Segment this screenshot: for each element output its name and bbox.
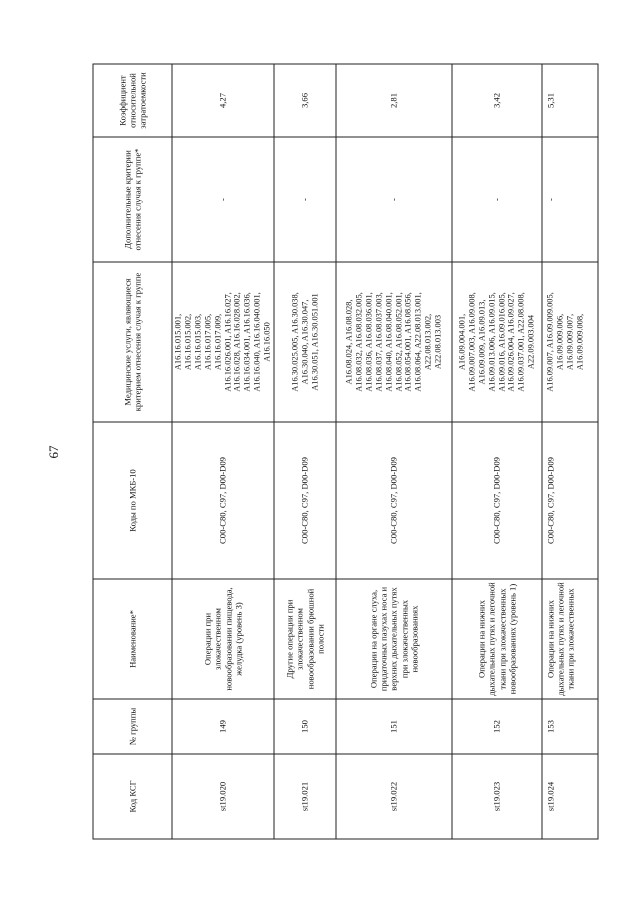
cell-extra: - bbox=[274, 137, 336, 262]
page-number: 67 bbox=[46, 445, 61, 459]
cell-name: Операции на нижних дыхательных путях и легочной ткани при злокачественных bbox=[542, 579, 598, 699]
cell-services: A16.09.007, A16.09.009.005, A16.09.009.006, A16.09.009.007, A16.09.009.008, bbox=[542, 262, 598, 422]
cell-code: st19.021 bbox=[274, 754, 336, 839]
cell-name: Операции на нижних дыхательных путях и легочной ткани при злокачественных новообразованиях (уровень 1) bbox=[452, 579, 542, 699]
cell-coef: 5,31 bbox=[542, 64, 598, 137]
header-coef: Коэффициент относительной затратоемкости bbox=[93, 64, 172, 137]
cell-extra: - bbox=[172, 137, 274, 262]
cell-coef: 4,27 bbox=[172, 64, 274, 137]
header-services: Медицинские услуги, являющиеся критерием отнесения случая к группе bbox=[93, 262, 172, 422]
cell-name: Операции при злокачественном новообразовании пищевода, желудка (уровень 3) bbox=[172, 579, 274, 699]
header-extra: Дополнительные критерии отнесения случая к группе* bbox=[93, 137, 172, 262]
table-row bbox=[452, 64, 542, 839]
cell-name: Другие операции при злокачественном новообразовании брюшной полости bbox=[274, 579, 336, 699]
cell-code: st19.020 bbox=[172, 754, 274, 839]
cell-group: 149 bbox=[172, 699, 274, 754]
cell-coef: 3,42 bbox=[452, 64, 542, 137]
table-row bbox=[274, 64, 336, 839]
cell-icd: C00-C80, C97, D00-D09 bbox=[542, 422, 598, 579]
cell-services: A16.16.015.001, A16.16.015.002, A16.16.015.003, A16.16.017.005, A16.16.017.009, A16.16.026.001, A16.16.027, A16.16.028, A16.16.028.002, A16.16.034.001, A16.16.036, A16.16.040, A16.16.040.001, A16.16.050 bbox=[172, 262, 274, 422]
header-row bbox=[93, 64, 172, 839]
rotated-table-container bbox=[93, 65, 585, 840]
table-row bbox=[336, 64, 452, 839]
cell-code: st19.022 bbox=[336, 754, 452, 839]
cell-code: st19.024 bbox=[542, 754, 598, 839]
cell-icd: C00-C80, C97, D00-D09 bbox=[336, 422, 452, 579]
cell-extra: - bbox=[452, 137, 542, 262]
cell-coef: 2,81 bbox=[336, 64, 452, 137]
cell-services: A16.09.004.001, A16.09.007.003, A16.09.008, A16.09.009, A16.09.013, A16.09.013.006, A16.09.015, A16.09.016, A16.09.016.005, A16.09.026.004, A16.09.027, A16.09.037.001, A22.08.008, A22.09.003.004 bbox=[452, 262, 542, 422]
ksg-table bbox=[93, 64, 599, 840]
cell-group: 152 bbox=[452, 699, 542, 754]
header-group: № группы bbox=[93, 699, 172, 754]
header-name: Наименование* bbox=[93, 579, 172, 699]
cell-coef: 3,66 bbox=[274, 64, 336, 137]
cell-group: 150 bbox=[274, 699, 336, 754]
header-code: Код КСГ bbox=[93, 754, 172, 839]
cell-icd: C00-C80, C97, D00-D09 bbox=[452, 422, 542, 579]
cell-icd: C00-C80, C97, D00-D09 bbox=[274, 422, 336, 579]
cell-extra: - bbox=[542, 137, 598, 262]
cell-name: Операции на органе слуха, придаточных пазухах носа и верхних дыхательных путях при злокачественных новообразованиях bbox=[336, 579, 452, 699]
cell-extra: - bbox=[336, 137, 452, 262]
cell-code: st19.023 bbox=[452, 754, 542, 839]
cell-icd: C00-C80, C97, D00-D09 bbox=[172, 422, 274, 579]
cell-group: 153 bbox=[542, 699, 598, 754]
cell-group: 151 bbox=[336, 699, 452, 754]
table-row bbox=[172, 64, 274, 839]
cell-services: A16.08.024, A16.08.028, A16.08.032, A16.08.032.005, A16.08.036, A16.08.036.001, A16.08.037, A16.08.037.003, A16.08.040, A16.08.040.001, A16.08.052, A16.08.052.001, A16.08.054.001, A16.08.056, A16.08.064, A22.08.013.001, A22.08.013.002, A22.08.013.003 bbox=[336, 262, 452, 422]
cell-services: A16.30.025.005, A16.30.038, A16.30.040, A16.30.047, A16.30.051, A16.30.051.001 bbox=[274, 262, 336, 422]
header-icd: Коды по МКБ-10 bbox=[93, 422, 172, 579]
table-row bbox=[542, 64, 598, 839]
